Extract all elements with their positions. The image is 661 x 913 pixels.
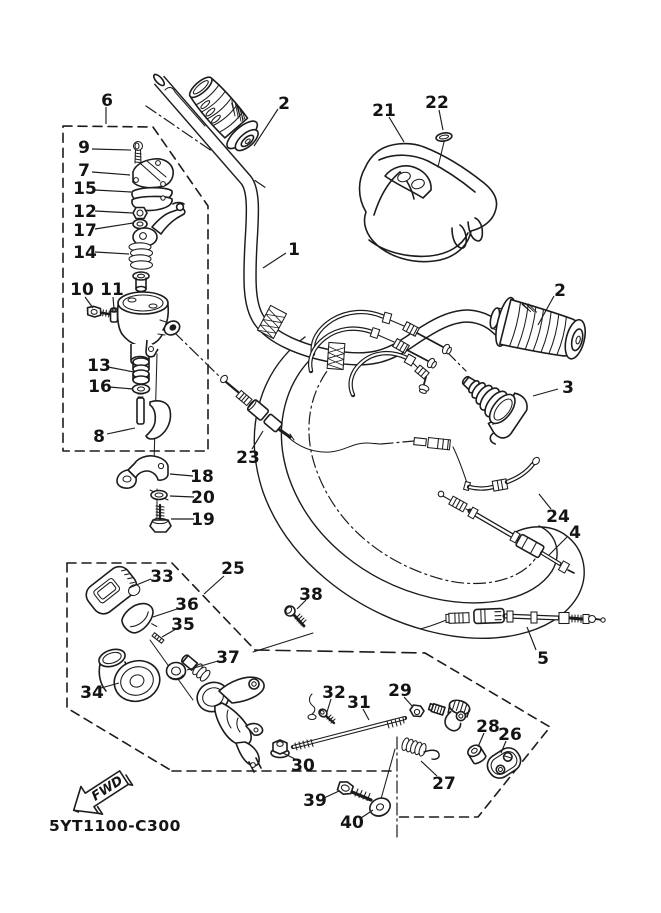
- part-label-2-right: 2: [554, 281, 566, 301]
- rear-cylinder-assembly: [179, 652, 264, 772]
- part-label-2-top: 2: [278, 94, 290, 114]
- leader-line-16: [109, 387, 133, 389]
- leader-line-8: [107, 428, 135, 434]
- fwd-label: FWD: [89, 773, 126, 805]
- washer-16: [133, 385, 150, 394]
- master-cylinder-body: [118, 292, 183, 366]
- spring-14: [129, 243, 153, 269]
- part-label-21: 21: [372, 101, 396, 121]
- part-label-29: 29: [388, 681, 412, 701]
- screw-38: [283, 604, 306, 626]
- part-label-14: 14: [73, 243, 97, 263]
- joint-boot-34: [97, 646, 165, 707]
- leader-line-13: [108, 367, 134, 372]
- part-label-25: 25: [221, 559, 245, 579]
- screw-9: [134, 142, 143, 164]
- right-grip: [485, 294, 590, 366]
- part-label-20: 20: [191, 488, 215, 508]
- leader-line-12: [95, 211, 133, 213]
- washer-37: [167, 663, 186, 680]
- diagram-code: 5YT1100-C300: [49, 817, 181, 835]
- part-label-22: 22: [425, 93, 449, 113]
- leader-line-9: [92, 149, 131, 150]
- cable-4: [438, 491, 574, 573]
- part-label-19: 19: [191, 510, 215, 530]
- bushing-28: [466, 743, 487, 765]
- clamp-18: [117, 456, 168, 488]
- part-label-17: 17: [73, 221, 97, 241]
- nut-11: [111, 308, 118, 322]
- part-label-11: 11: [100, 280, 124, 300]
- cups-13: [133, 358, 149, 384]
- part-label-40: 40: [340, 813, 364, 833]
- part-label-37: 37: [216, 648, 240, 668]
- part-label-39: 39: [303, 791, 327, 811]
- part-label-3: 3: [562, 378, 574, 398]
- cable-24: [464, 456, 541, 491]
- part-label-5: 5: [537, 649, 549, 669]
- part-label-16: 16: [88, 377, 112, 397]
- part-label-4: 4: [569, 523, 581, 543]
- nut-12: [133, 208, 147, 219]
- spring-seat: [133, 272, 149, 292]
- leader-line-22: [439, 110, 443, 130]
- part-label-6: 6: [101, 91, 113, 111]
- part-label-8: 8: [93, 427, 105, 447]
- bolt-19: [150, 505, 171, 532]
- part-label-24: 24: [546, 507, 570, 527]
- bolt-39: [337, 780, 371, 801]
- washer-17: [133, 220, 147, 229]
- leader-line-4: [549, 537, 567, 555]
- cable-23: [219, 374, 294, 440]
- part-label-15: 15: [73, 179, 97, 199]
- part-label-23: 23: [236, 448, 260, 468]
- rod-31: [293, 718, 405, 751]
- part-label-28: 28: [476, 717, 500, 737]
- part-label-35: 35: [171, 615, 195, 635]
- part-label-10: 10: [70, 280, 94, 300]
- leader-line-23: [252, 431, 263, 449]
- plunger-8: [137, 394, 171, 439]
- leader-line-1: [263, 253, 286, 268]
- leader-line-3: [533, 389, 558, 396]
- handlebar-knurl-right: [327, 342, 345, 369]
- part-label-12: 12: [73, 202, 97, 222]
- pin-35: [152, 633, 164, 644]
- part-label-30: 30: [291, 756, 315, 776]
- part-label-18: 18: [190, 467, 214, 487]
- part-label-7: 7: [78, 161, 90, 181]
- leader-line-17: [95, 223, 133, 229]
- part-label-26: 26: [498, 725, 522, 745]
- part-label-1: 1: [288, 240, 300, 260]
- washer-20: [150, 490, 168, 500]
- leader-line-15: [95, 190, 131, 192]
- leader-line-7: [92, 172, 130, 175]
- part-label-9: 9: [78, 138, 90, 158]
- part-label-33: 33: [150, 567, 174, 587]
- lever-boot: [444, 362, 533, 448]
- part-label-27: 27: [432, 774, 456, 794]
- leader-line-14: [95, 252, 129, 254]
- part-label-38: 38: [299, 585, 323, 605]
- cap-7: [133, 159, 173, 188]
- part-label-34: 34: [80, 683, 104, 703]
- part-label-32: 32: [322, 683, 346, 703]
- spring-27: [401, 737, 440, 759]
- joint-link: [428, 698, 471, 734]
- part-label-36: 36: [175, 595, 199, 615]
- cable-5: [446, 608, 605, 623]
- mount-26: [483, 744, 525, 783]
- part-label-13: 13: [87, 356, 111, 376]
- part-label-31: 31: [347, 693, 371, 713]
- handlebar-cover: [360, 144, 497, 262]
